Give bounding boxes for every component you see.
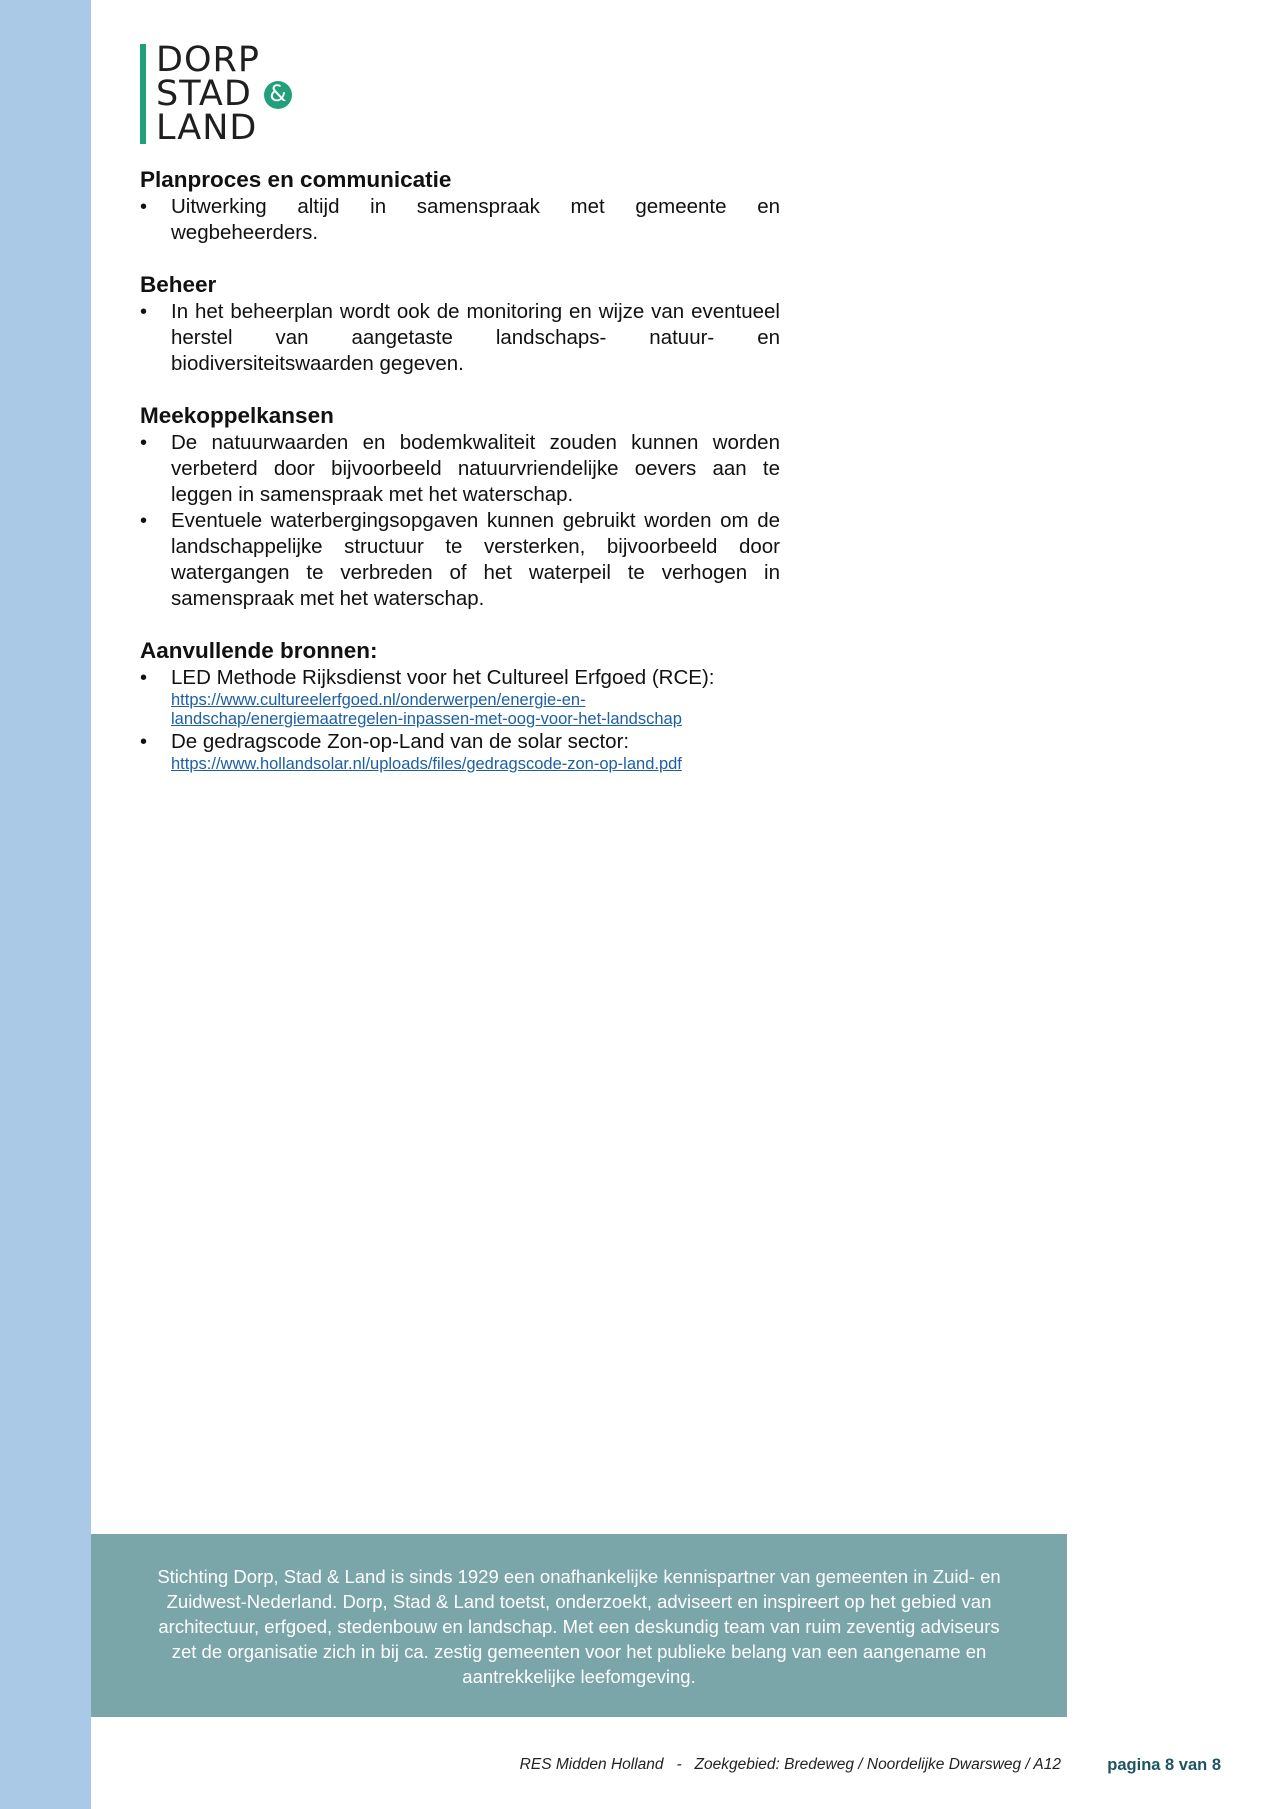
section-meekoppelkansen bbox=[140, 402, 780, 612]
bullet-list bbox=[140, 430, 780, 612]
logo-ampersand-badge: & bbox=[264, 81, 292, 109]
bullet-list bbox=[140, 194, 780, 246]
source-link-rce[interactable] bbox=[171, 691, 780, 729]
source-item-hollandsolar bbox=[140, 729, 780, 774]
logo-word-land: LAND bbox=[156, 108, 258, 148]
logo-word-dorp: DORP bbox=[156, 40, 260, 80]
document-reference: RES Midden Holland - Zoekgebied: Bredeweg / Noordelijke Dwarsweg / A12 bbox=[519, 1756, 1061, 1773]
organization-description-box bbox=[91, 1534, 1067, 1717]
page-number: pagina 8 van 8 bbox=[1107, 1756, 1221, 1774]
logo-word-stad: STAD bbox=[156, 74, 252, 114]
section-title: Meekoppelkansen bbox=[140, 403, 334, 428]
side-color-band bbox=[0, 0, 91, 1809]
bullet-list bbox=[140, 299, 780, 377]
section-beheer bbox=[140, 271, 780, 377]
section-title: Aanvullende bronnen: bbox=[140, 638, 378, 663]
link-line: landschap/energiemaatregelen-inpassen-met-oog-voor-het-landschap bbox=[171, 710, 682, 728]
source-link-hollandsolar[interactable]: https://www.hollandsolar.nl/uploads/files/gedragscode-zon-op-land.pdf bbox=[171, 755, 682, 773]
bullet-item: • De natuurwaarden en bodemkwaliteit zouden kunnen worden verbeterd door bijvoorbeeld natuurvriendelijke oevers aan te leggen in samenspraak met het waterschap. bbox=[140, 430, 780, 508]
source-item-rce bbox=[140, 665, 780, 729]
logo-accent-bar bbox=[140, 44, 146, 144]
bullet-item: • Uitwerking altijd in samenspraak met gemeente en wegbeheerders. bbox=[140, 194, 780, 246]
bullet-item: • In het beheerplan wordt ook de monitoring en wijze van eventueel herstel van aangetaste landschaps- natuur- en biodiversiteitswaarden gegeven. bbox=[140, 299, 780, 377]
section-aanvullende-bronnen bbox=[140, 637, 780, 774]
document-body bbox=[140, 166, 780, 799]
section-title: Beheer bbox=[140, 272, 217, 297]
link-line: https://www.cultureelerfgoed.nl/onderwerpen/energie-en- bbox=[171, 691, 586, 709]
section-planproces bbox=[140, 166, 780, 246]
page-footer bbox=[91, 1753, 1221, 1777]
source-label: De gedragscode Zon-op-Land van de solar sector: bbox=[171, 730, 630, 753]
section-title: Planproces en communicatie bbox=[140, 167, 452, 192]
source-list bbox=[140, 665, 780, 774]
source-label: LED Methode Rijksdienst voor het Cultureel Erfgoed (RCE): bbox=[171, 666, 715, 689]
bullet-item: • Eventuele waterbergingsopgaven kunnen gebruikt worden om de landschappelijke structuur te versterken, bijvoorbeeld door watergangen te verbreden of het waterpeil te verhogen in samenspraak met het waterschap. bbox=[140, 508, 780, 612]
organization-description-text: Stichting Dorp, Stad & Land is sinds 1929 een onafhankelijke kennispartner van gemeenten in Zuid- en Zuidwest-Nederland. Dorp, Stad & Land toetst, onderzoekt, adviseert en inspireert op het gebied van architectuur, erfgoed, stedenbouw en landschap. Met een deskundig team van ruim zeventig adviseurs zet de organisatie zich in bij ca. zestig gemeenten voor het publieke belang van een aangename en aantrekkelijke leefomgeving. bbox=[157, 1566, 1001, 1687]
dorp-stad-land-logo bbox=[140, 40, 300, 148]
